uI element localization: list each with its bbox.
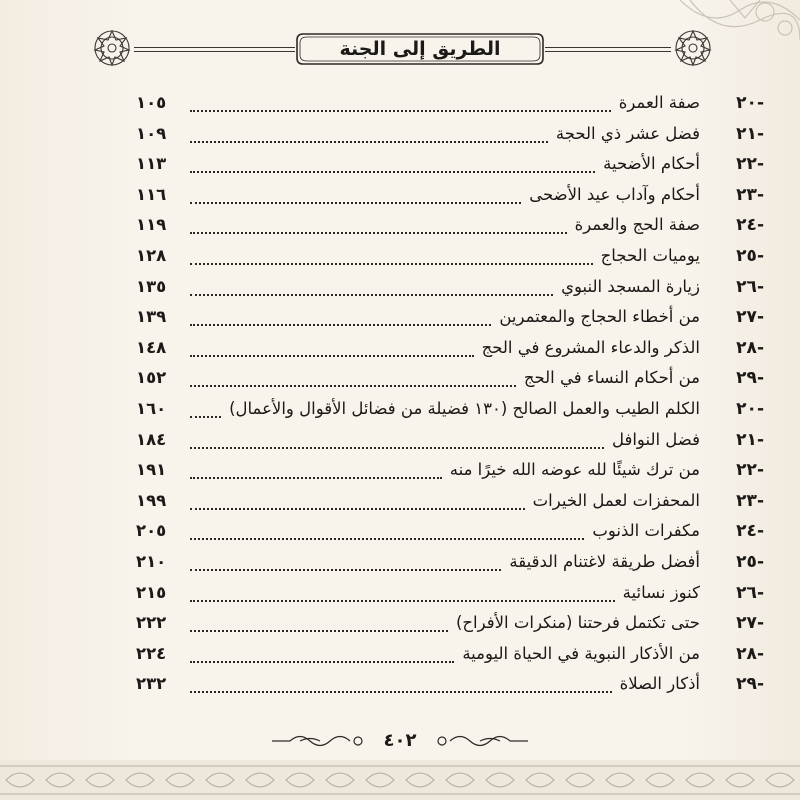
- toc-entry-title: من ترك شيئًا لله عوضه الله خيرًا منه: [449, 460, 700, 480]
- toc-entry-page: ١١٦: [136, 184, 167, 204]
- rosette-icon: [671, 28, 715, 68]
- toc-entry-number: -٢٧: [736, 613, 764, 634]
- toc-leader-dots: [190, 172, 521, 204]
- toc-entry-number: -٢٤: [736, 215, 764, 236]
- toc-entry-page: ٢١٠: [136, 552, 167, 571]
- toc-leader-dots: [190, 447, 442, 479]
- toc-leader-dots: [190, 478, 525, 510]
- toc-entry-number: -٢٩: [736, 368, 764, 389]
- toc-entry-number: -٢١: [736, 429, 764, 450]
- toc-entry-number: -٢٥: [736, 552, 764, 572]
- header-rule-left-2: [134, 51, 295, 52]
- toc-leader-dots: [190, 80, 611, 112]
- toc-entry-page: ٢٠٥: [136, 521, 167, 541]
- toc-entry-title: أحكام الأضحية: [603, 154, 700, 174]
- toc-leader-dots: [190, 386, 221, 418]
- toc-leader-dots: [190, 355, 516, 387]
- rosette-icon: [90, 28, 134, 68]
- header-rule-right: [545, 47, 671, 48]
- bottom-border-ornament-icon: [0, 760, 800, 800]
- toc-leader-dots: [190, 600, 448, 632]
- toc-entry-number: -٢٨: [736, 337, 764, 358]
- toc-entry-page: ١٤٨: [136, 337, 167, 357]
- toc-entry-number: -٢٣: [736, 184, 764, 205]
- toc-entry-page: ١٩٩: [136, 490, 167, 510]
- toc-leader-dots: [190, 539, 501, 571]
- toc-leader-dots: [190, 202, 567, 234]
- toc-entry-title: الكلم الطيب والعمل الصالح (١٣٠ فضيلة من فضائل الأقوال والأعمال): [229, 399, 700, 418]
- toc-entry-title: مكفرات الذنوب: [592, 521, 700, 541]
- toc-entry-number: -٢٦: [736, 582, 764, 603]
- toc-leader-dots: [190, 233, 593, 265]
- toc-entry-number: -٢٢: [736, 154, 764, 175]
- scroll-flourish-icon: [270, 732, 370, 750]
- toc-entry-title: كنوز نسائية: [622, 582, 700, 602]
- toc-entry-title: الذكر والدعاء المشروع في الحج: [481, 337, 700, 357]
- toc-entry-page: ١٦٠: [136, 399, 167, 418]
- page-header: [90, 28, 715, 68]
- toc-leader-dots: [190, 570, 615, 602]
- scroll-flourish-icon: [430, 732, 530, 750]
- toc-leader-dots: [190, 631, 454, 663]
- toc-entry-title: المحفزات لعمل الخيرات: [532, 490, 700, 510]
- toc-entry-title: أفضل طريقة لاغتنام الدقيقة: [509, 552, 700, 571]
- toc-leader-dots: [190, 325, 474, 357]
- toc-leader-dots: [190, 264, 553, 296]
- toc-leader-dots: [190, 661, 612, 693]
- page-title: الطريق إلى الجنة: [339, 38, 501, 60]
- page-footer: [0, 726, 800, 756]
- toc-entry-number: -٢٦: [736, 276, 764, 297]
- toc-entry-title: حتى تكتمل فرحتنا (منكرات الأفراح): [455, 613, 700, 633]
- toc-entry-title: أذكار الصلاة: [619, 674, 700, 694]
- toc-entry-page: ١٨٤: [136, 429, 167, 449]
- toc-entry-title: فضل النوافل: [611, 429, 700, 449]
- toc-entry-title: صفة العمرة: [618, 93, 700, 112]
- header-rule-right-2: [545, 51, 671, 52]
- toc-entry-number: -٢٧: [736, 307, 764, 328]
- toc-entry-number: -٢٢: [736, 460, 764, 481]
- toc-entry-number: -٢٨: [736, 643, 764, 664]
- toc-entry-page: ١١٩: [136, 215, 167, 235]
- toc-entry-title: من أخطاء الحجاج والمعتمرين: [499, 307, 700, 327]
- header-rule-left: [134, 47, 295, 48]
- toc-leader-dots: [190, 417, 604, 449]
- toc-entry-page: ١٣٥: [136, 276, 167, 296]
- toc-entry-number: -٢٣: [736, 490, 764, 511]
- toc-entry-title: صفة الحج والعمرة: [574, 215, 700, 235]
- toc-entry-page: ٢٣٢: [136, 674, 167, 694]
- toc-entry-title: زيارة المسجد النبوي: [561, 276, 700, 296]
- toc-entry-page: ١١٣: [136, 154, 167, 174]
- toc-entry-page: ٢٢٤: [136, 643, 167, 663]
- toc-leader-dots: [190, 141, 595, 173]
- toc-entry-number: -٢٤: [736, 521, 764, 542]
- toc-entry-page: ٢٢٢: [136, 613, 167, 633]
- page-number: ٤٠٢: [383, 730, 417, 751]
- toc-leader-dots: [190, 508, 584, 540]
- toc-entry-title: من الأذكار النبوية في الحياة اليومية: [462, 643, 700, 663]
- toc-entry-page: ١٠٥: [136, 93, 167, 112]
- toc-row: [0, 669, 800, 699]
- toc-entry-title: من أحكام النساء في الحج: [523, 368, 700, 388]
- toc-entry-number: -٢٠: [736, 93, 764, 113]
- toc-leader-dots: [190, 111, 548, 143]
- toc-entry-page: ١٩١: [136, 460, 167, 480]
- toc-entry-title: يوميات الحجاج: [600, 246, 700, 265]
- toc-entry-page: ١٣٩: [136, 307, 167, 327]
- toc-leader-dots: [190, 294, 491, 326]
- toc-entry-number: -٢٠: [736, 399, 764, 419]
- toc-entry-title: فضل عشر ذي الحجة: [555, 123, 700, 143]
- toc-entry-page: ١٥٢: [136, 368, 167, 388]
- toc-entry-number: -٢١: [736, 123, 764, 144]
- toc-entry-number: -٢٩: [736, 674, 764, 695]
- toc-entry-number: -٢٥: [736, 246, 764, 266]
- toc-row: [0, 363, 800, 393]
- toc-entry-page: ٢١٥: [136, 582, 167, 602]
- toc-entry-page: ١٢٨: [136, 246, 167, 265]
- title-frame: [295, 32, 545, 66]
- toc-entry-page: ١٠٩: [136, 123, 167, 143]
- toc-entry-title: أحكام وآداب عيد الأضحى: [529, 184, 700, 204]
